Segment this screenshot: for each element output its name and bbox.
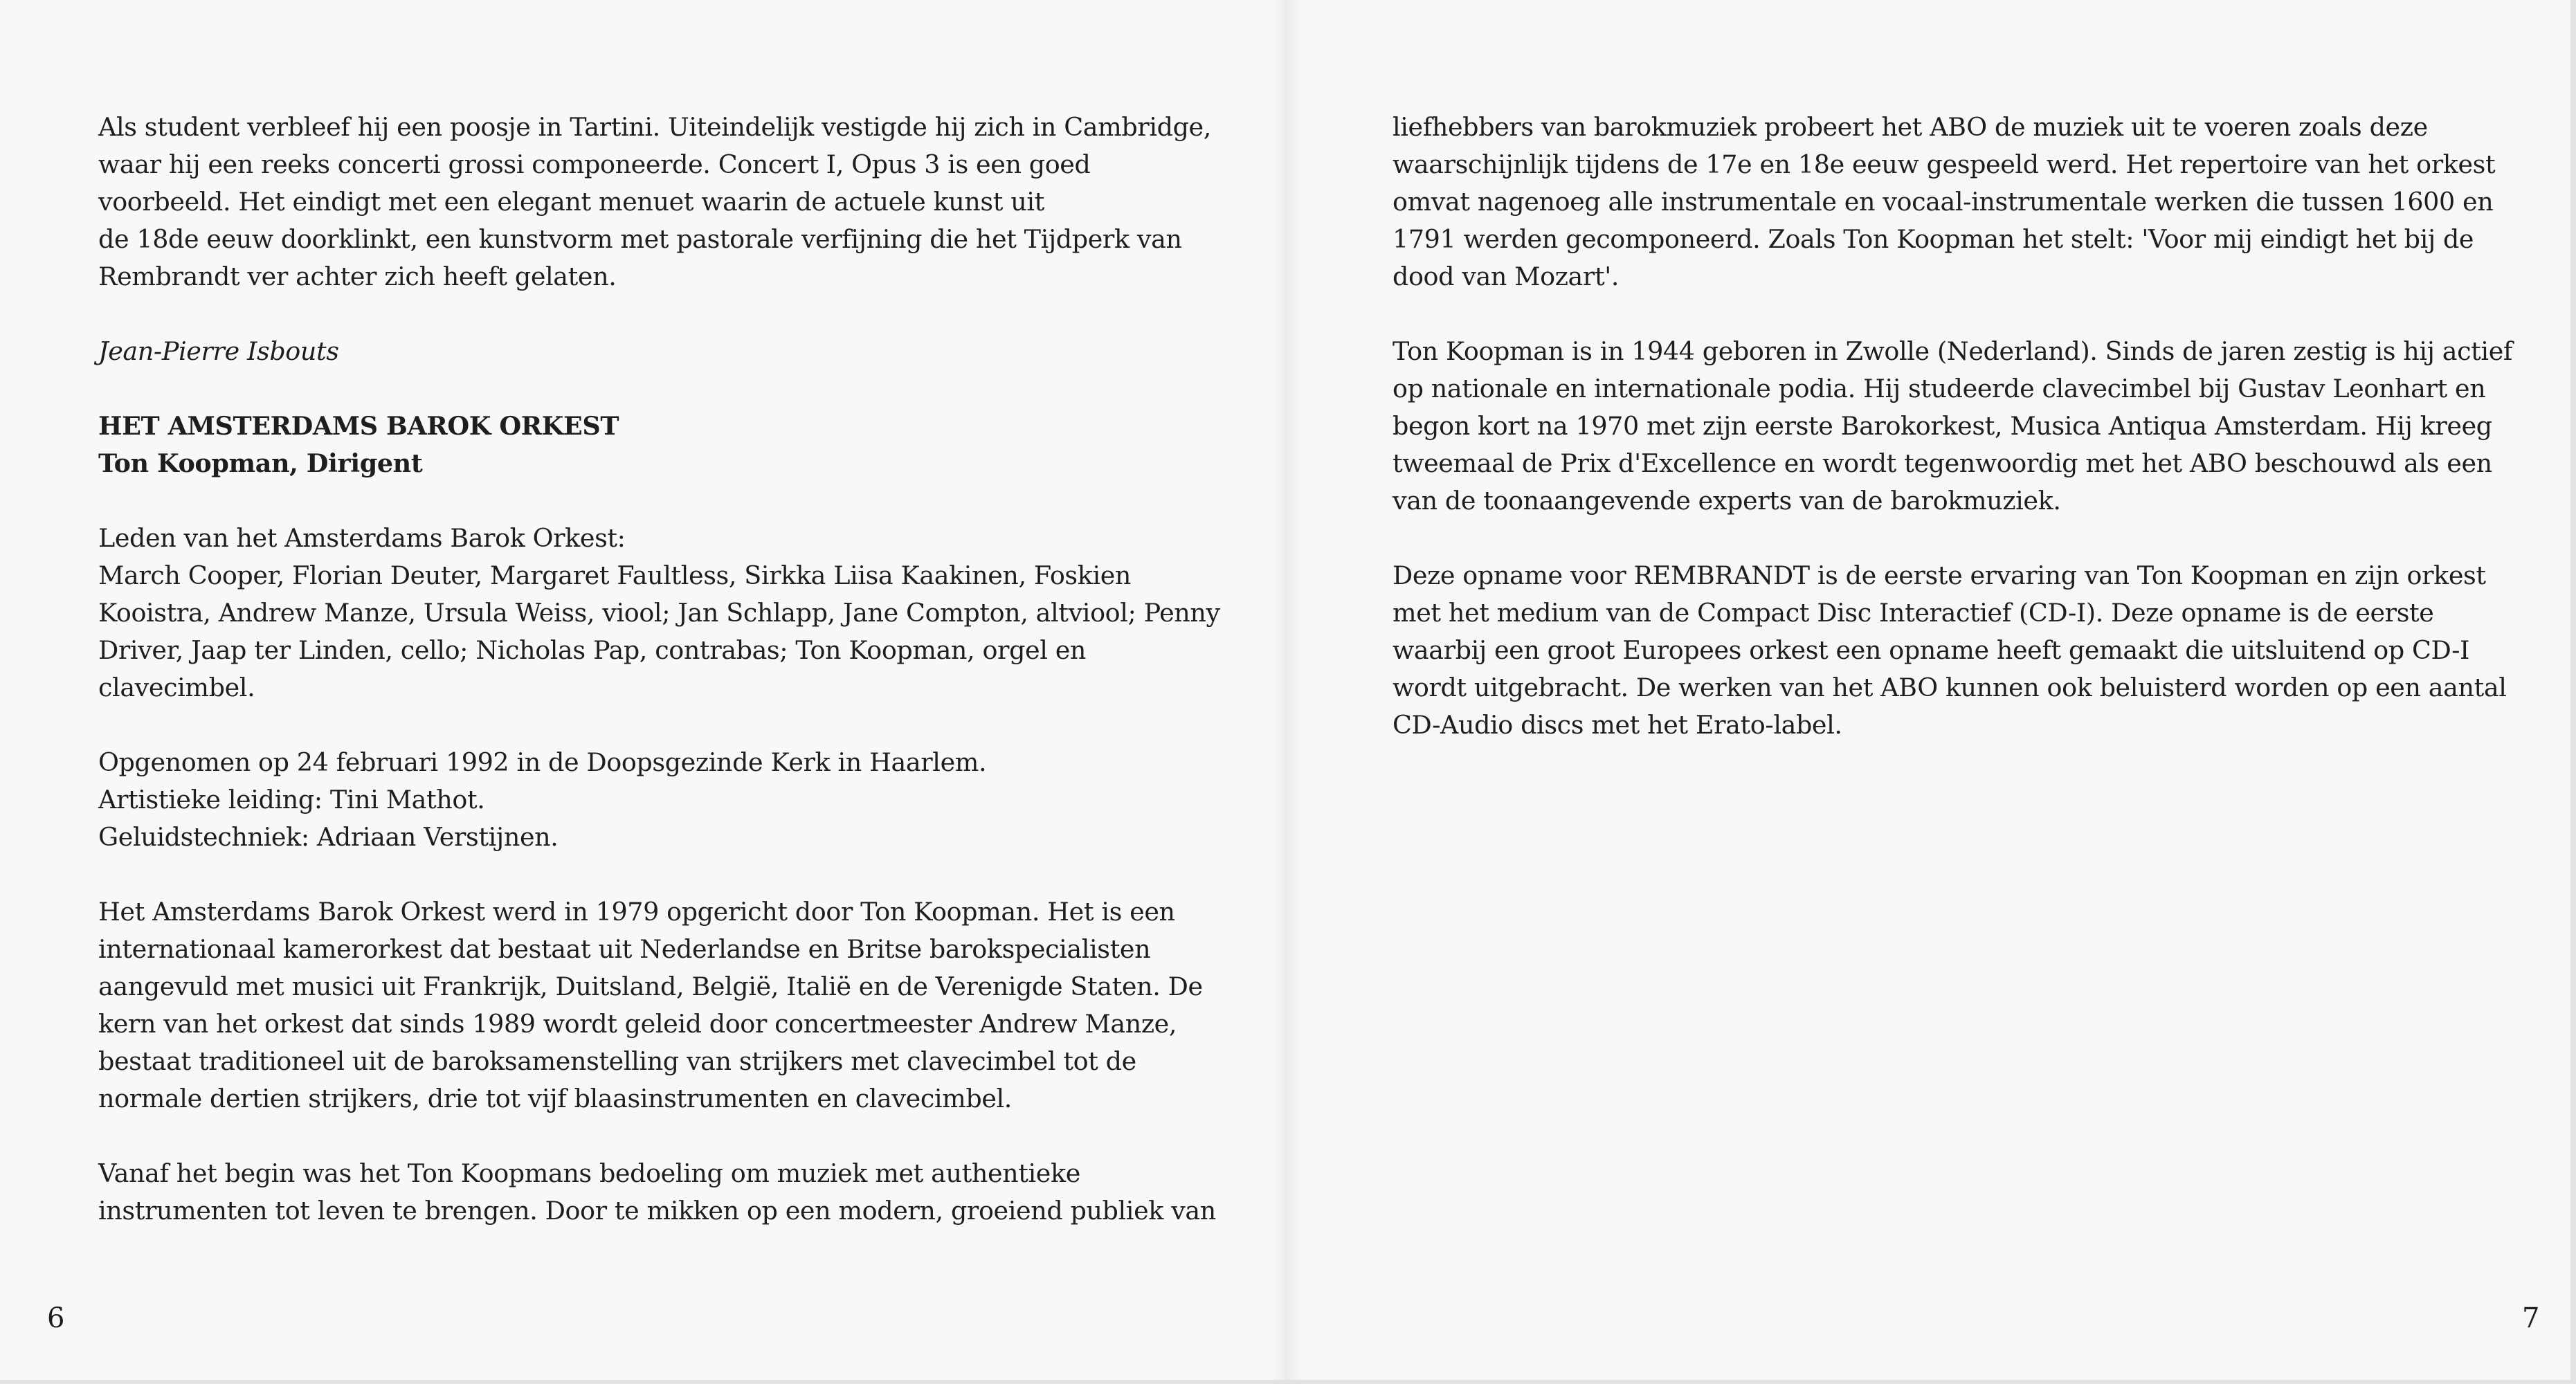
- text-line: op nationale en internationale podia. Hij studeerde clavecimbel bij Gustav Leonhart en: [1393, 374, 2486, 403]
- text-line: begon kort na 1970 met zijn eerste Barokorkest, Musica Antiqua Amsterdam. Hij kreeg: [1393, 411, 2492, 441]
- text-line: Kooistra, Andrew Manze, Ursula Weiss, viool; Jan Schlapp, Jane Compton, altviool; Penny: [98, 598, 1220, 628]
- text-line: van de toonaangevende experts van de barokmuziek.: [1393, 486, 2061, 516]
- text-line: liefhebbers van barokmuziek probeert het ABO de muziek uit te voeren zoals deze: [1393, 112, 2428, 142]
- text-line: tweemaal de Prix d'Excellence en wordt tegenwoordig met het ABO beschouwd als een: [1393, 448, 2492, 478]
- biography-paragraph: [1393, 333, 2513, 520]
- members-paragraph: [98, 520, 1220, 707]
- intent-paragraph: [98, 1155, 1216, 1230]
- text-line: clavecimbel.: [98, 673, 255, 702]
- page-number-right: 7: [2522, 1302, 2540, 1334]
- text-line: Rembrandt ver achter zich heeft gelaten.: [98, 262, 617, 291]
- orchestra-heading: [98, 408, 1192, 482]
- heading-title: HET AMSTERDAMS BAROK ORKEST: [98, 411, 619, 441]
- text-line: 1791 werden gecomponeerd. Zoals Ton Koopman het stelt: 'Voor mij eindigt het bij de: [1393, 224, 2474, 254]
- text-line: instrumenten tot leven te brengen. Door te mikken op een modern, groeiend publiek van: [98, 1196, 1216, 1226]
- text-line: Artistieke leiding: Tini Mathot.: [98, 785, 485, 814]
- text-line: Opgenomen op 24 februari 1992 in de Doopsgezinde Kerk in Haarlem.: [98, 747, 987, 777]
- intro-paragraph: [98, 109, 1211, 295]
- recording-credits: [98, 744, 1192, 856]
- text-line: normale dertien strijkers, drie tot vijf blaasinstrumenten en clavecimbel.: [98, 1084, 1013, 1113]
- text-line: de 18de eeuw doorklinkt, een kunstvorm met pastorale verfijning die het Tijdperk van: [98, 224, 1182, 254]
- text-line: CD-Audio discs met het Erato-label.: [1393, 710, 1842, 740]
- page-number-left: 6: [47, 1302, 65, 1334]
- text-line: voorbeeld. Het eindigt met een elegant menuet waarin de actuele kunst uit: [98, 187, 1044, 217]
- author-signature: Jean-Pierre Isbouts: [98, 336, 339, 366]
- text-line: omvat nagenoeg alle instrumentale en vocaal-instrumentale werken die tussen 1600 en: [1393, 187, 2494, 217]
- text-line: wordt uitgebracht. De werken van het ABO kunnen ook beluisterd worden op een aantal: [1393, 673, 2507, 702]
- text-line: kern van het orkest dat sinds 1989 wordt geleid door concertmeester Andrew Manze,: [98, 1009, 1177, 1039]
- text-line: Leden van het Amsterdams Barok Orkest:: [98, 523, 626, 553]
- bottom-edge: [0, 1380, 2576, 1384]
- right-text-column: [1393, 109, 2513, 781]
- page-edge: [2570, 0, 2576, 1384]
- text-line: Ton Koopman is in 1944 geboren in Zwolle (Nederland). Sinds de jaren zestig is hij actief: [1393, 336, 2513, 366]
- text-line: met het medium van de Compact Disc Interactief (CD-I). Deze opname is de eerste: [1393, 598, 2434, 628]
- text-line: Vanaf het begin was het Ton Koopmans bedoeling om muziek met authentieke: [98, 1158, 1080, 1188]
- heading-subtitle: Ton Koopman, Dirigent: [98, 448, 423, 478]
- text-line: Deze opname voor REMBRANDT is de eerste ervaring van Ton Koopman en zijn orkest: [1393, 561, 2486, 590]
- text-line: Geluidstechniek: Adriaan Verstijnen.: [98, 822, 559, 852]
- left-text-column: [98, 109, 1220, 1267]
- text-line: internationaal kamerorkest dat bestaat uit Nederlandse en Britse barokspecialisten: [98, 934, 1151, 964]
- text-line: waar hij een reeks concerti grossi componeerde. Concert I, Opus 3 is een goed: [98, 149, 1091, 179]
- continuation-paragraph: [1393, 109, 2496, 295]
- recording-note-paragraph: [1393, 557, 2507, 744]
- text-line: Het Amsterdams Barok Orkest werd in 1979 opgericht door Ton Koopman. Het is een: [98, 897, 1175, 927]
- history-paragraph: [98, 893, 1203, 1118]
- text-line: Als student verbleef hij een poosje in Tartini. Uiteindelijk vestigde hij zich in Cambridge,: [98, 112, 1211, 142]
- text-line: waarschijnlijk tijdens de 17e en 18e eeuw gespeeld werd. Het repertoire van het orkest: [1393, 149, 2496, 179]
- text-line: waarbij een groot Europees orkest een opname heeft gemaakt die uitsluitend op CD-I: [1393, 635, 2470, 665]
- text-line: aangevuld met musici uit Frankrijk, Duitsland, België, Italië en de Verenigde Staten. De: [98, 972, 1203, 1001]
- text-line: Driver, Jaap ter Linden, cello; Nicholas Pap, contrabas; Ton Koopman, orgel en: [98, 635, 1087, 665]
- page-gutter: [1272, 0, 1300, 1384]
- text-line: March Cooper, Florian Deuter, Margaret Faultless, Sirkka Liisa Kaakinen, Foskien: [98, 561, 1132, 590]
- text-line: bestaat traditioneel uit de baroksamenstelling van strijkers met clavecimbel tot de: [98, 1046, 1136, 1076]
- text-line: dood van Mozart'.: [1393, 262, 1620, 291]
